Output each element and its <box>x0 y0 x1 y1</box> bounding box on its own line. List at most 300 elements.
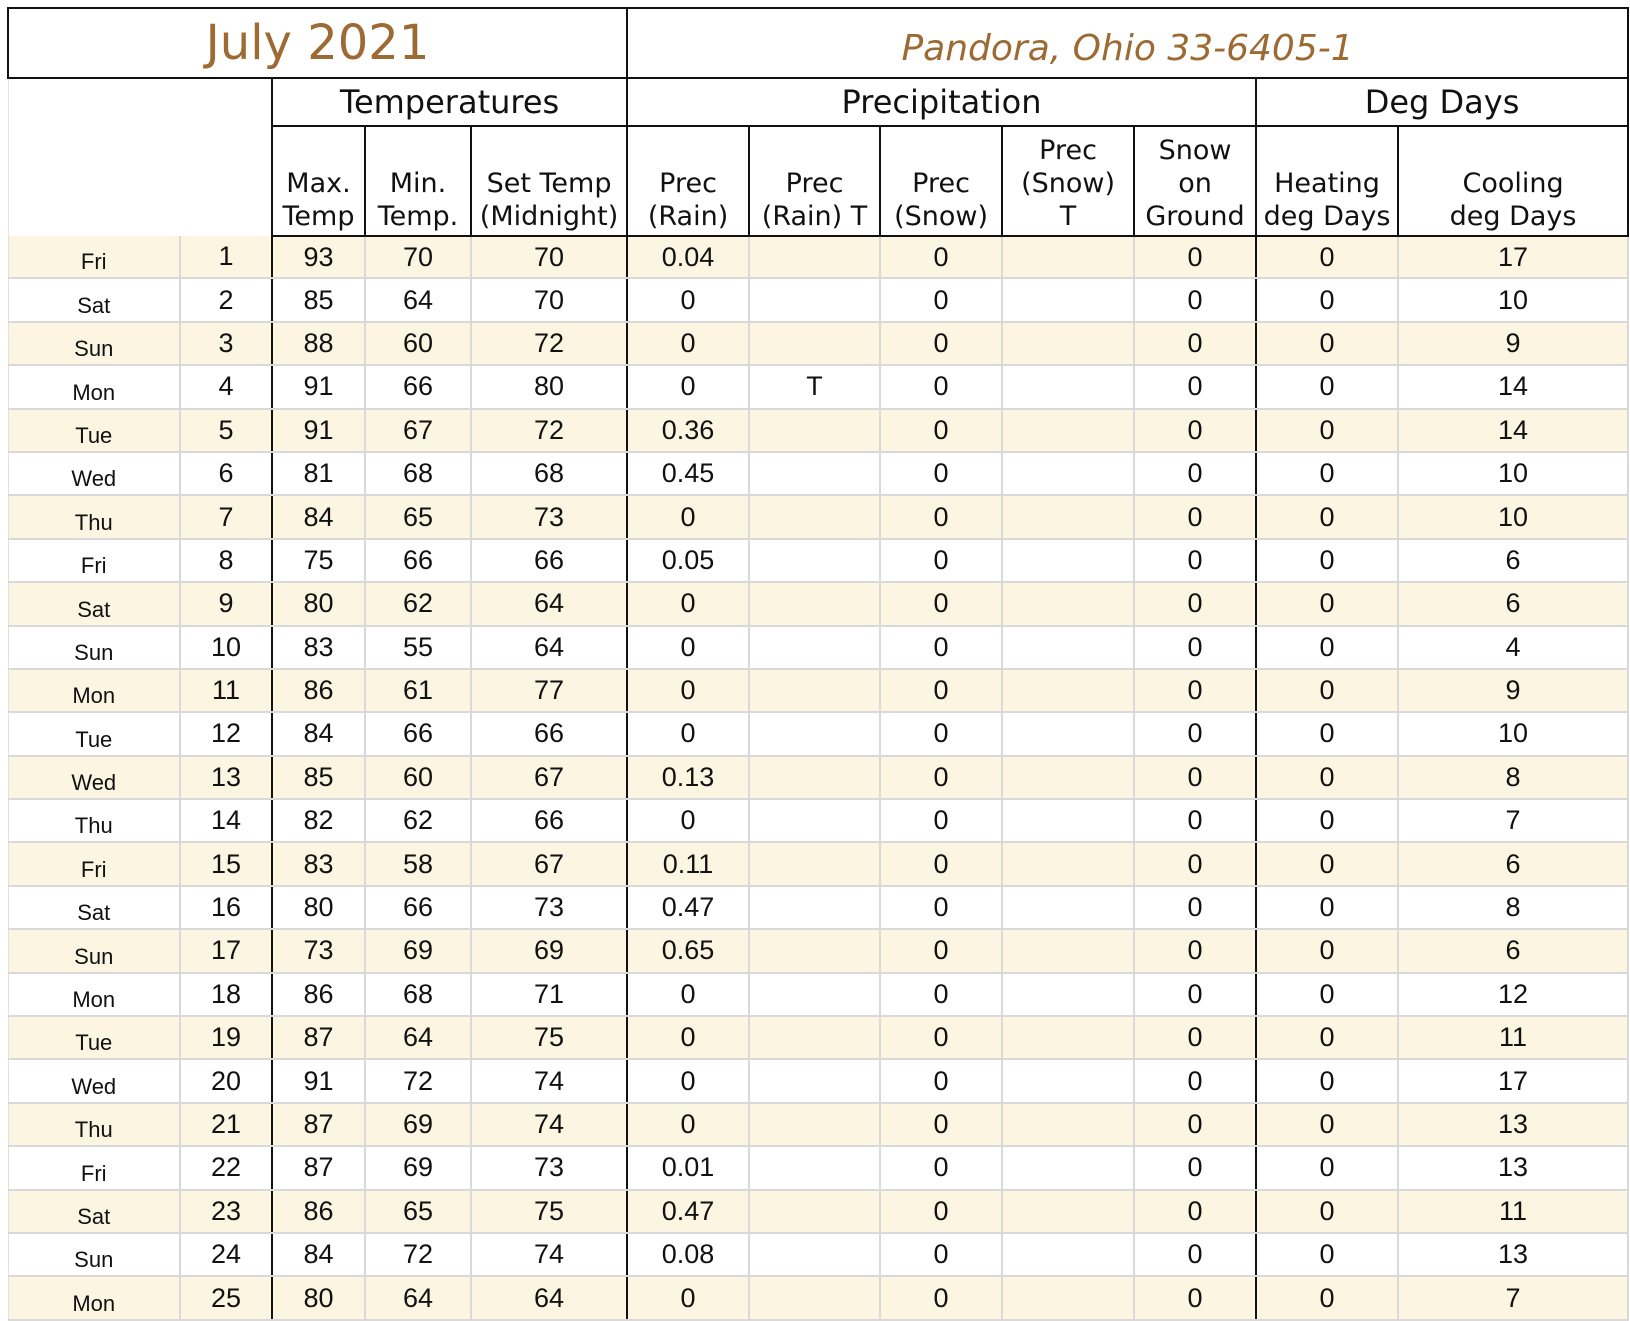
group-deg-days: Deg Days <box>1256 78 1628 126</box>
header-prec-rain-t <box>749 126 880 236</box>
cell-ground: 0 <box>1134 886 1256 929</box>
cell-snow: 0 <box>880 539 1002 582</box>
cell-min: 66 <box>365 365 471 408</box>
header-line: on <box>1178 168 1212 199</box>
cell-cool: 14 <box>1398 409 1628 452</box>
cell-max: 73 <box>272 929 365 972</box>
cell-day: 11 <box>180 669 272 712</box>
cell-set: 73 <box>471 495 627 538</box>
cell-rain-t <box>749 929 880 972</box>
header-line: Snow <box>1158 135 1232 166</box>
table-row <box>8 1233 1628 1276</box>
cell-set: 66 <box>471 539 627 582</box>
cell-rain: 0.65 <box>627 929 749 972</box>
cell-heat: 0 <box>1256 322 1398 365</box>
cell-min: 65 <box>365 1190 471 1233</box>
cell-rain: 0.05 <box>627 539 749 582</box>
header-max-temp <box>272 126 365 236</box>
cell-rain: 0 <box>627 1016 749 1059</box>
table-row <box>8 1016 1628 1059</box>
cell-min: 64 <box>365 278 471 321</box>
table-row <box>8 799 1628 842</box>
cell-max: 80 <box>272 582 365 625</box>
cell-dow: Thu <box>8 495 180 538</box>
table-row <box>8 669 1628 712</box>
cell-set: 64 <box>471 1276 627 1319</box>
cell-day: 17 <box>180 929 272 972</box>
cell-heat: 0 <box>1256 1276 1398 1319</box>
cell-rain-t <box>749 1016 880 1059</box>
cell-cool: 10 <box>1398 495 1628 538</box>
cell-set: 77 <box>471 669 627 712</box>
cell-snow: 0 <box>880 582 1002 625</box>
cell-dow: Mon <box>8 669 180 712</box>
cell-rain: 0 <box>627 799 749 842</box>
cell-rain: 0.13 <box>627 756 749 799</box>
cell-snow-t <box>1002 452 1134 495</box>
weather-sheet <box>7 7 1627 1321</box>
cell-heat: 0 <box>1256 1016 1398 1059</box>
cell-dow: Fri <box>8 236 180 278</box>
table-row <box>8 1103 1628 1146</box>
cell-ground: 0 <box>1134 322 1256 365</box>
cell-max: 87 <box>272 1146 365 1189</box>
cell-rain-t <box>749 1146 880 1189</box>
cell-snow: 0 <box>880 365 1002 408</box>
cell-cool: 17 <box>1398 1059 1628 1102</box>
cell-ground: 0 <box>1134 799 1256 842</box>
cell-max: 86 <box>272 669 365 712</box>
cell-day: 15 <box>180 842 272 885</box>
table-row <box>8 886 1628 929</box>
table-row <box>8 236 1628 278</box>
header-line: Cooling <box>1462 168 1564 199</box>
cell-cool: 11 <box>1398 1016 1628 1059</box>
cell-day: 8 <box>180 539 272 582</box>
cell-rain-t <box>749 539 880 582</box>
cell-heat: 0 <box>1256 1059 1398 1102</box>
cell-set: 75 <box>471 1190 627 1233</box>
header-line: deg Days <box>1263 201 1391 232</box>
cell-snow-t <box>1002 1016 1134 1059</box>
cell-rain: 0.04 <box>627 236 749 278</box>
header-line: Temp <box>282 201 355 232</box>
cell-snow-t <box>1002 1190 1134 1233</box>
cell-max: 82 <box>272 799 365 842</box>
cell-dow: Mon <box>8 973 180 1016</box>
cell-heat: 0 <box>1256 712 1398 755</box>
cell-rain: 0.45 <box>627 452 749 495</box>
header-line: (Rain) T <box>761 201 868 232</box>
cell-max: 87 <box>272 1103 365 1146</box>
cell-rain: 0 <box>627 626 749 669</box>
cell-snow-t <box>1002 322 1134 365</box>
cell-heat: 0 <box>1256 842 1398 885</box>
cell-snow-t <box>1002 1276 1134 1319</box>
table-row <box>8 495 1628 538</box>
cell-ground: 0 <box>1134 626 1256 669</box>
cell-snow: 0 <box>880 712 1002 755</box>
cell-min: 72 <box>365 1233 471 1276</box>
cell-dow: Fri <box>8 1146 180 1189</box>
cell-set: 66 <box>471 799 627 842</box>
cell-ground: 0 <box>1134 1233 1256 1276</box>
cell-dow: Sun <box>8 626 180 669</box>
cell-set: 71 <box>471 973 627 1016</box>
cell-snow-t <box>1002 886 1134 929</box>
cell-snow: 0 <box>880 842 1002 885</box>
cell-max: 80 <box>272 886 365 929</box>
cell-snow-t <box>1002 1103 1134 1146</box>
cell-heat: 0 <box>1256 626 1398 669</box>
cell-min: 69 <box>365 929 471 972</box>
cell-ground: 0 <box>1134 409 1256 452</box>
cell-ground: 0 <box>1134 756 1256 799</box>
cell-heat: 0 <box>1256 452 1398 495</box>
cell-set: 72 <box>471 409 627 452</box>
cell-snow: 0 <box>880 929 1002 972</box>
cell-rain: 0 <box>627 278 749 321</box>
cell-day: 23 <box>180 1190 272 1233</box>
header-line: T <box>1059 201 1077 232</box>
cell-day: 9 <box>180 582 272 625</box>
cell-cool: 6 <box>1398 539 1628 582</box>
cell-ground: 0 <box>1134 1016 1256 1059</box>
header-line: (Snow) <box>1021 168 1115 199</box>
cell-snow-t <box>1002 582 1134 625</box>
cell-rain: 0.08 <box>627 1233 749 1276</box>
cell-cool: 8 <box>1398 886 1628 929</box>
cell-min: 55 <box>365 626 471 669</box>
cell-max: 85 <box>272 756 365 799</box>
cell-dow: Mon <box>8 1276 180 1319</box>
cell-day: 3 <box>180 322 272 365</box>
cell-snow: 0 <box>880 1103 1002 1146</box>
cell-snow: 0 <box>880 886 1002 929</box>
cell-set: 68 <box>471 452 627 495</box>
cell-cool: 11 <box>1398 1190 1628 1233</box>
cell-snow-t <box>1002 236 1134 278</box>
cell-snow-t <box>1002 539 1134 582</box>
header-line: (Midnight) <box>479 201 619 232</box>
cell-min: 68 <box>365 973 471 1016</box>
cell-min: 66 <box>365 886 471 929</box>
cell-rain-t <box>749 1103 880 1146</box>
cell-snow: 0 <box>880 799 1002 842</box>
cell-rain-t <box>749 452 880 495</box>
cell-day: 13 <box>180 756 272 799</box>
cell-dow: Tue <box>8 712 180 755</box>
cell-set: 74 <box>471 1233 627 1276</box>
cell-set: 80 <box>471 365 627 408</box>
cell-set: 70 <box>471 236 627 278</box>
table-row <box>8 1146 1628 1189</box>
cell-snow: 0 <box>880 973 1002 1016</box>
cell-snow: 0 <box>880 1059 1002 1102</box>
cell-day: 22 <box>180 1146 272 1189</box>
cell-snow: 0 <box>880 1233 1002 1276</box>
table-row <box>8 365 1628 408</box>
cell-rain: 0.47 <box>627 886 749 929</box>
cell-min: 61 <box>365 669 471 712</box>
cell-max: 81 <box>272 452 365 495</box>
cell-max: 80 <box>272 1276 365 1319</box>
cell-snow: 0 <box>880 669 1002 712</box>
cell-heat: 0 <box>1256 582 1398 625</box>
cell-snow-t <box>1002 756 1134 799</box>
cell-day: 5 <box>180 409 272 452</box>
cell-max: 87 <box>272 1016 365 1059</box>
cell-max: 84 <box>272 495 365 538</box>
cell-set: 72 <box>471 322 627 365</box>
station-title: Pandora, Ohio 33-6405-1 <box>627 8 1628 78</box>
cell-rain-t: T <box>749 365 880 408</box>
cell-ground: 0 <box>1134 1059 1256 1102</box>
cell-min: 62 <box>365 799 471 842</box>
table-row <box>8 539 1628 582</box>
cell-set: 73 <box>471 886 627 929</box>
cell-cool: 10 <box>1398 712 1628 755</box>
cell-rain-t <box>749 886 880 929</box>
cell-ground: 0 <box>1134 452 1256 495</box>
cell-max: 91 <box>272 1059 365 1102</box>
header-heating-deg-days <box>1256 126 1398 236</box>
cell-dow: Wed <box>8 1059 180 1102</box>
table-row <box>8 842 1628 885</box>
cell-dow: Thu <box>8 1103 180 1146</box>
cell-min: 70 <box>365 236 471 278</box>
cell-rain-t <box>749 626 880 669</box>
cell-min: 69 <box>365 1103 471 1146</box>
cell-snow-t <box>1002 278 1134 321</box>
cell-heat: 0 <box>1256 799 1398 842</box>
cell-min: 64 <box>365 1276 471 1319</box>
cell-day: 2 <box>180 278 272 321</box>
cell-dow: Sun <box>8 322 180 365</box>
cell-rain: 0 <box>627 495 749 538</box>
cell-min: 66 <box>365 539 471 582</box>
cell-rain: 0.01 <box>627 1146 749 1189</box>
cell-rain-t <box>749 409 880 452</box>
cell-dow: Tue <box>8 409 180 452</box>
header-prec-snow <box>880 126 1002 236</box>
cell-max: 85 <box>272 278 365 321</box>
cell-min: 69 <box>365 1146 471 1189</box>
cell-rain-t <box>749 669 880 712</box>
cell-day: 14 <box>180 799 272 842</box>
cell-rain-t <box>749 799 880 842</box>
cell-day: 16 <box>180 886 272 929</box>
cell-dow: Sat <box>8 582 180 625</box>
cell-dow: Thu <box>8 799 180 842</box>
header-line: Heating <box>1274 168 1380 199</box>
cell-rain: 0 <box>627 1276 749 1319</box>
cell-cool: 4 <box>1398 626 1628 669</box>
cell-dow: Wed <box>8 756 180 799</box>
cell-dow: Sun <box>8 1233 180 1276</box>
cell-snow: 0 <box>880 452 1002 495</box>
header-prec-snow-t <box>1002 126 1134 236</box>
cell-heat: 0 <box>1256 1103 1398 1146</box>
cell-cool: 17 <box>1398 236 1628 278</box>
table-row <box>8 582 1628 625</box>
cell-rain: 0.36 <box>627 409 749 452</box>
cell-rain: 0 <box>627 582 749 625</box>
cell-dow: Tue <box>8 1016 180 1059</box>
cell-set: 73 <box>471 1146 627 1189</box>
cell-rain-t <box>749 278 880 321</box>
header-line: Min. <box>389 168 447 199</box>
cell-rain-t <box>749 582 880 625</box>
cell-cool: 8 <box>1398 756 1628 799</box>
table-row <box>8 452 1628 495</box>
cell-snow-t <box>1002 409 1134 452</box>
cell-max: 91 <box>272 365 365 408</box>
cell-max: 93 <box>272 236 365 278</box>
header-line: Ground <box>1145 201 1245 232</box>
cell-set: 75 <box>471 1016 627 1059</box>
cell-set: 67 <box>471 842 627 885</box>
cell-heat: 0 <box>1256 236 1398 278</box>
cell-dow: Sat <box>8 886 180 929</box>
cell-ground: 0 <box>1134 278 1256 321</box>
table-row <box>8 973 1628 1016</box>
cell-min: 60 <box>365 756 471 799</box>
cell-rain: 0 <box>627 973 749 1016</box>
cell-ground: 0 <box>1134 365 1256 408</box>
cell-day: 24 <box>180 1233 272 1276</box>
cell-min: 72 <box>365 1059 471 1102</box>
cell-dow: Sat <box>8 278 180 321</box>
cell-rain: 0 <box>627 1103 749 1146</box>
cell-snow: 0 <box>880 1190 1002 1233</box>
month-title: July 2021 <box>8 8 627 78</box>
cell-min: 58 <box>365 842 471 885</box>
cell-ground: 0 <box>1134 929 1256 972</box>
header-line: deg Days <box>1449 201 1577 232</box>
cell-ground: 0 <box>1134 1103 1256 1146</box>
cell-rain-t <box>749 322 880 365</box>
cell-snow-t <box>1002 799 1134 842</box>
cell-min: 67 <box>365 409 471 452</box>
cell-heat: 0 <box>1256 669 1398 712</box>
header-line: Prec <box>912 168 970 199</box>
cell-cool: 9 <box>1398 669 1628 712</box>
cell-cool: 6 <box>1398 582 1628 625</box>
header-line: Prec <box>1039 135 1097 166</box>
cell-day: 4 <box>180 365 272 408</box>
cell-dow: Wed <box>8 452 180 495</box>
cell-cool: 13 <box>1398 1233 1628 1276</box>
header-min-temp <box>365 126 471 236</box>
cell-max: 84 <box>272 1233 365 1276</box>
cell-cool: 6 <box>1398 929 1628 972</box>
group-temperatures: Temperatures <box>272 78 627 126</box>
cell-heat: 0 <box>1256 495 1398 538</box>
header-line: Temp. <box>377 201 459 232</box>
table-row <box>8 929 1628 972</box>
cell-cool: 6 <box>1398 842 1628 885</box>
cell-max: 83 <box>272 626 365 669</box>
table-row <box>8 1059 1628 1102</box>
cell-snow-t <box>1002 1059 1134 1102</box>
cell-rain-t <box>749 495 880 538</box>
cell-max: 88 <box>272 322 365 365</box>
cell-snow-t <box>1002 495 1134 538</box>
header-line: Set Temp <box>486 168 612 199</box>
cell-snow: 0 <box>880 756 1002 799</box>
table-row <box>8 409 1628 452</box>
cell-dow: Fri <box>8 539 180 582</box>
cell-set: 64 <box>471 626 627 669</box>
cell-rain: 0 <box>627 669 749 712</box>
cell-cool: 12 <box>1398 973 1628 1016</box>
table-row <box>8 712 1628 755</box>
cell-rain-t <box>749 973 880 1016</box>
cell-day: 25 <box>180 1276 272 1319</box>
cell-cool: 9 <box>1398 322 1628 365</box>
cell-ground: 0 <box>1134 1276 1256 1319</box>
cell-min: 68 <box>365 452 471 495</box>
cell-day: 10 <box>180 626 272 669</box>
cell-rain: 0.47 <box>627 1190 749 1233</box>
header-line: Prec <box>785 168 844 199</box>
cell-rain-t <box>749 712 880 755</box>
cell-heat: 0 <box>1256 1233 1398 1276</box>
cell-ground: 0 <box>1134 236 1256 278</box>
cell-cool: 13 <box>1398 1103 1628 1146</box>
cell-heat: 0 <box>1256 756 1398 799</box>
cell-min: 64 <box>365 1016 471 1059</box>
cell-cool: 7 <box>1398 1276 1628 1319</box>
table-row <box>8 278 1628 321</box>
cell-snow: 0 <box>880 409 1002 452</box>
cell-ground: 0 <box>1134 669 1256 712</box>
cell-max: 84 <box>272 712 365 755</box>
cell-snow: 0 <box>880 626 1002 669</box>
header-prec-rain <box>627 126 749 236</box>
cell-day: 19 <box>180 1016 272 1059</box>
cell-rain: 0.11 <box>627 842 749 885</box>
cell-rain-t <box>749 236 880 278</box>
cell-ground: 0 <box>1134 582 1256 625</box>
cell-set: 67 <box>471 756 627 799</box>
cell-set: 69 <box>471 929 627 972</box>
cell-dow: Fri <box>8 842 180 885</box>
cell-day: 12 <box>180 712 272 755</box>
cell-snow: 0 <box>880 1276 1002 1319</box>
blank-header <box>8 78 272 236</box>
cell-max: 83 <box>272 842 365 885</box>
weather-table <box>7 7 1629 1321</box>
cell-rain-t <box>749 1190 880 1233</box>
group-precipitation: Precipitation <box>627 78 1256 126</box>
cell-ground: 0 <box>1134 1146 1256 1189</box>
cell-set: 74 <box>471 1103 627 1146</box>
cell-day: 6 <box>180 452 272 495</box>
table-body <box>8 236 1628 1320</box>
cell-cool: 13 <box>1398 1146 1628 1189</box>
cell-max: 86 <box>272 973 365 1016</box>
cell-ground: 0 <box>1134 495 1256 538</box>
cell-heat: 0 <box>1256 365 1398 408</box>
cell-heat: 0 <box>1256 1146 1398 1189</box>
cell-snow: 0 <box>880 495 1002 538</box>
cell-rain-t <box>749 756 880 799</box>
cell-set: 70 <box>471 278 627 321</box>
header-line: (Rain) <box>647 201 729 232</box>
cell-day: 7 <box>180 495 272 538</box>
